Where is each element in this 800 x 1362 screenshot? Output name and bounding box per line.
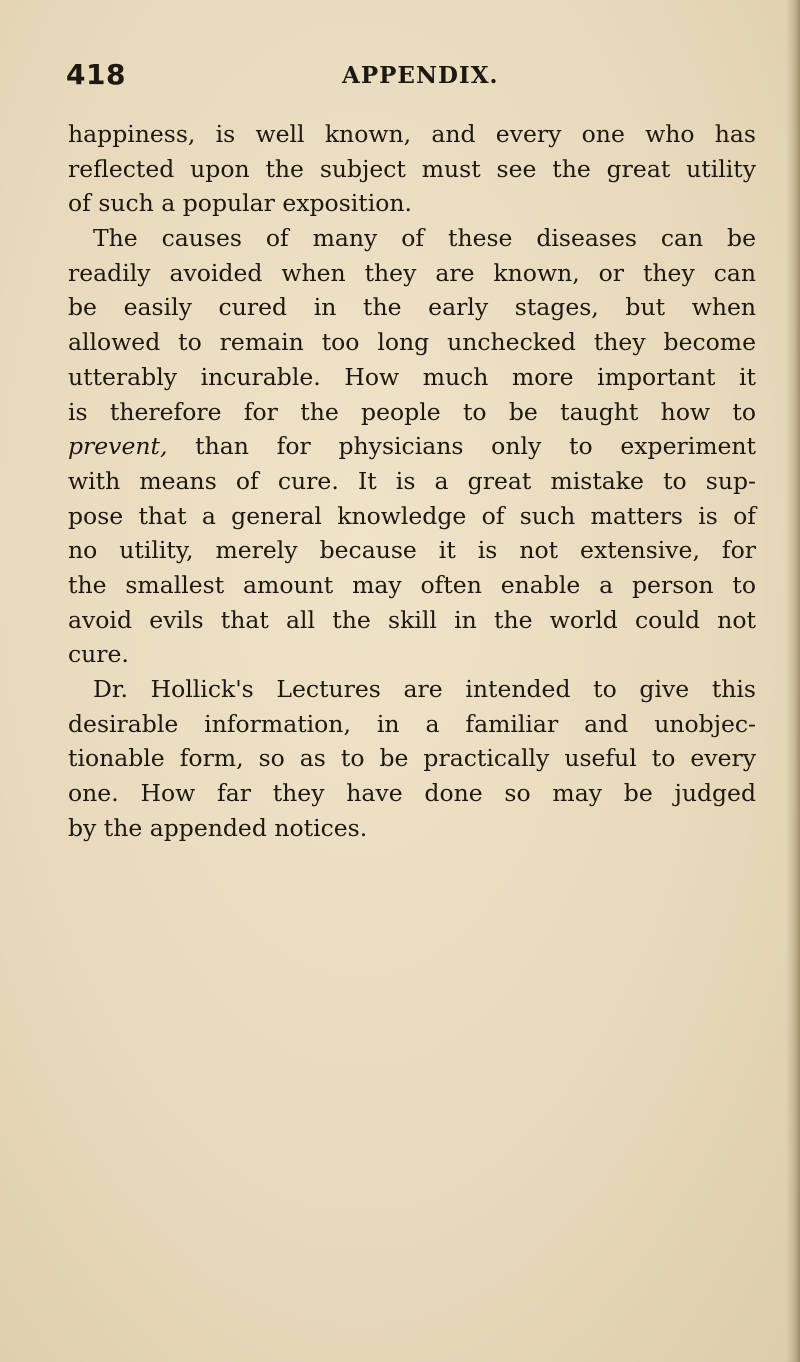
paragraph-start-line: Dr. Hollick's Lectures are intended to give this [93,675,756,703]
text-line: reflected upon the subject must see the great utility [68,154,756,183]
text-line: readily avoided when they are known, or they can [68,258,756,287]
text-line: desirable information, in a familiar and unobjec- [68,709,756,738]
page-header [66,58,766,98]
text-line: cure. [68,640,129,669]
running-head: APPENDIX. [342,62,499,89]
text-line: the smallest amount may often enable a person to [68,570,756,599]
text-line: happiness, is well known, and every one who has [68,120,756,148]
text-line-with-italic [68,429,756,464]
text-line: no utility, merely because it is not extensive, for [68,536,756,565]
text-line: be easily cured in the early stages, but when [68,293,756,322]
page-number: 418 [66,58,126,91]
text-line: by the appended notices. [68,813,368,842]
paragraph-start-line: The causes of many of these diseases can be [93,224,756,253]
page-edge-shadow [786,0,800,1362]
text-line: tionable form, so as to be practically useful to every [68,744,756,773]
body-text [68,117,756,845]
text-line: of such a popular exposition. [68,189,412,218]
text-line-rest: than for physicians only to experiment [167,432,756,461]
text-line: utterably incurable. How much more important it [68,362,756,391]
text-line: with means of cure. It is a great mistake to sup- [68,466,756,495]
text-line: allowed to remain too long unchecked they become [68,328,756,357]
text-line: is therefore for the people to be taught how to [68,397,756,426]
italic-word: prevent, [68,432,168,461]
text-line: pose that a general knowledge of such matters is of [68,501,756,530]
text-line: avoid evils that all the skill in the world could not [68,605,756,634]
text-line: one. How far they have done so may be judged [68,779,756,808]
